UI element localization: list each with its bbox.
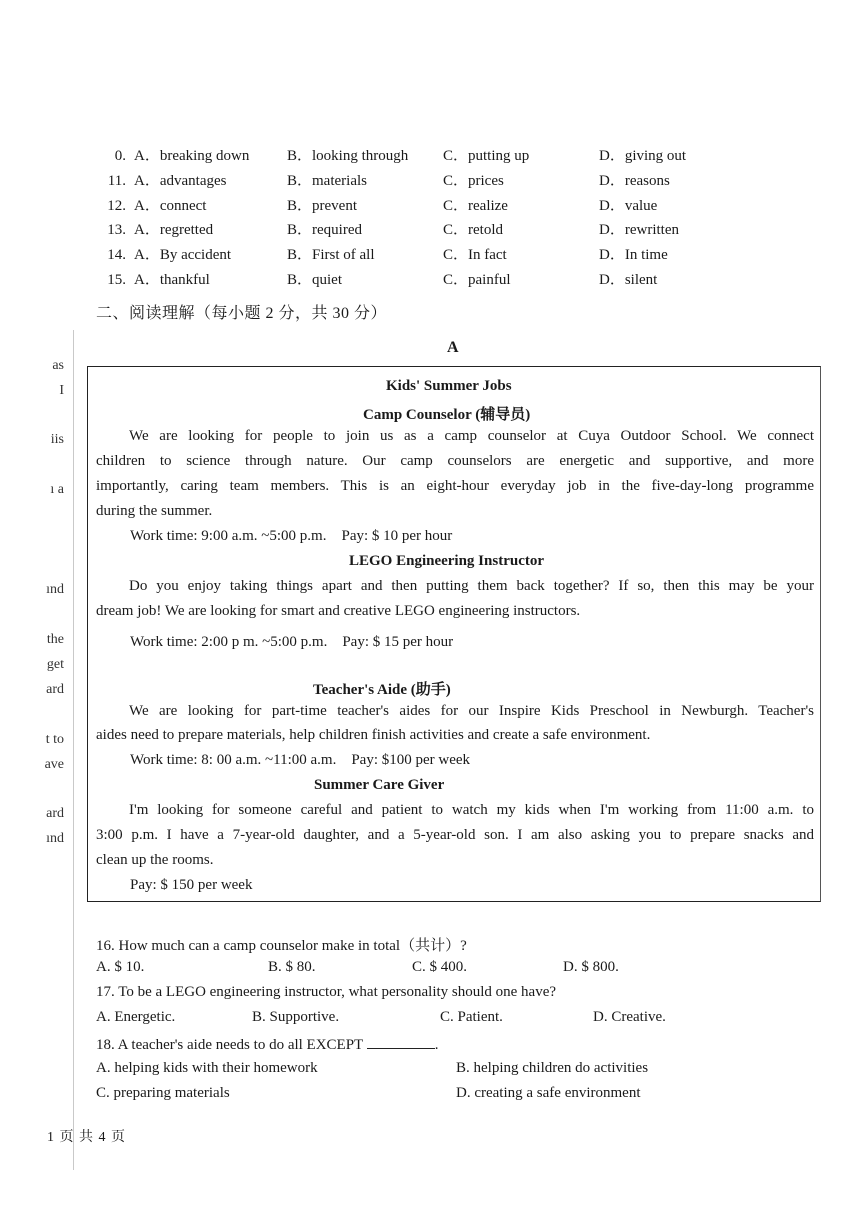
option-a bbox=[96, 194, 206, 215]
q18-option-a: A. helping kids with their homework bbox=[96, 1060, 318, 1076]
q16-option-c: C. $ 400. bbox=[412, 959, 468, 975]
job-info: Work time: 9:00 a.m. ~5:00 p.m. Pay: $ 10 per hour bbox=[130, 528, 453, 544]
q18-option-b: B. helping children do activities bbox=[456, 1060, 649, 1076]
job-title-camp-counselor: Camp Counselor (辅导员) bbox=[363, 407, 531, 423]
option-a-text: A．regretted bbox=[134, 222, 214, 239]
q16-option-d: D. $ 800. bbox=[563, 959, 619, 975]
option-c: C．painful bbox=[443, 271, 511, 288]
option-row bbox=[96, 144, 736, 169]
option-a-text: A．advantages bbox=[134, 172, 227, 189]
option-b: B．required bbox=[287, 222, 362, 239]
question-17-stem: 17. To be a LEGO engineering instructor, what personality should one have? bbox=[96, 984, 557, 1000]
question-16-stem: 16. How much can a camp counselor make in total（共计）? bbox=[96, 938, 467, 954]
job-description-line: We are looking for part-time teacher's aides for our Inspire Kids Preschool in Newburgh. Teacher's bbox=[129, 703, 814, 719]
page-footer: 1 页 共 4 页 bbox=[47, 1130, 126, 1145]
q18-option-c: C. preparing materials bbox=[96, 1085, 230, 1101]
question-18-text: 18. A teacher's aide needs to do all EXCEPT bbox=[96, 1037, 363, 1053]
job-title-teachers-aide: Teacher's Aide (助手) bbox=[313, 682, 451, 698]
option-c: C．retold bbox=[443, 222, 503, 239]
job-description-line: clean up the rooms. bbox=[96, 852, 214, 868]
job-description-line: children to science through nature. Our camp counselors are energetic and supportive, and more bbox=[96, 453, 814, 469]
margin-fragment: get bbox=[46, 657, 64, 672]
option-row bbox=[96, 243, 736, 268]
option-b: B．materials bbox=[287, 172, 367, 189]
option-c: C．prices bbox=[443, 172, 504, 189]
option-d: D．rewritten bbox=[599, 222, 679, 239]
question-number: 12. bbox=[107, 197, 126, 214]
job-description-line: aides need to prepare materials, help children finish activities and create a safe environment. bbox=[96, 727, 651, 743]
option-c: C．realize bbox=[443, 197, 508, 214]
margin-fragment: as bbox=[52, 358, 64, 373]
option-d: D．value bbox=[599, 197, 658, 214]
option-a-text: A．thankful bbox=[134, 271, 210, 288]
option-row bbox=[96, 169, 736, 194]
q17-option-b: B. Supportive. bbox=[252, 1009, 340, 1025]
job-description-line: importantly, caring team members. This is an eight-hour everyday job in the five-day-long programme bbox=[96, 478, 814, 494]
option-row bbox=[96, 268, 736, 293]
q17-option-c: C. Patient. bbox=[440, 1009, 503, 1025]
option-c: C．putting up bbox=[443, 148, 530, 164]
margin-fragment: the bbox=[46, 632, 64, 647]
margin-fragment: t to bbox=[45, 732, 64, 747]
question-18-stem bbox=[96, 1034, 438, 1054]
passage-letter: A bbox=[447, 339, 459, 356]
option-b: B．looking through bbox=[287, 148, 409, 164]
margin-fragment: iis bbox=[50, 432, 64, 447]
passage-title: Kids' Summer Jobs bbox=[386, 378, 512, 394]
job-info: Pay: $ 150 per week bbox=[130, 877, 253, 893]
binding-margin-line bbox=[73, 330, 74, 1170]
option-a bbox=[96, 218, 213, 239]
question-number: 14. bbox=[107, 247, 126, 264]
option-d: D．silent bbox=[599, 271, 658, 288]
option-b: B．prevent bbox=[287, 197, 357, 214]
margin-fragment: I bbox=[59, 383, 64, 398]
job-description-line: Do you enjoy taking things apart and then putting them back together? If so, then this may be your bbox=[129, 578, 814, 594]
option-a-text: A．By accident bbox=[134, 247, 232, 264]
option-b: B．First of all bbox=[287, 247, 375, 264]
margin-fragment: ınd bbox=[46, 831, 64, 846]
job-title-summer-care-giver: Summer Care Giver bbox=[314, 777, 445, 793]
option-d: D．In time bbox=[599, 247, 668, 264]
answer-blank bbox=[367, 1034, 435, 1049]
margin-fragment: ave bbox=[44, 757, 64, 772]
q16-option-b: B. $ 80. bbox=[268, 959, 316, 975]
margin-fragment: ı a bbox=[50, 482, 64, 497]
job-info: Work time: 8: 00 a.m. ~11:00 a.m. Pay: $100 per week bbox=[130, 752, 471, 768]
option-row bbox=[96, 218, 736, 243]
option-a bbox=[96, 169, 226, 190]
q16-option-a: A. $ 10. bbox=[96, 959, 145, 975]
job-description-line: during the summer. bbox=[96, 503, 213, 519]
question-number: 11. bbox=[107, 172, 126, 189]
job-description-line: I'm looking for someone careful and patient to watch my kids when I'm working from 11:00 a.m. to bbox=[129, 802, 814, 818]
question-number: 13. bbox=[107, 222, 126, 239]
q17-option-d: D. Creative. bbox=[593, 1009, 666, 1025]
job-info: Work time: 2:00 p m. ~5:00 p.m. Pay: $ 15 per hour bbox=[130, 634, 454, 650]
question-number: 0. bbox=[114, 148, 126, 164]
margin-fragment: ınd bbox=[46, 582, 64, 597]
job-description-line: dream job! We are looking for smart and creative LEGO engineering instructors. bbox=[96, 603, 581, 619]
option-d: D．reasons bbox=[599, 172, 670, 189]
question-18-end: . bbox=[434, 1037, 439, 1053]
option-a bbox=[96, 243, 231, 264]
q18-option-d: D. creating a safe environment bbox=[456, 1085, 641, 1101]
cloze-options bbox=[96, 144, 736, 293]
option-row bbox=[96, 194, 736, 219]
section-heading: 二、阅读理解（每小题 2 分，共 30 分） bbox=[96, 305, 388, 322]
job-description-line: 3:00 p.m. I have a 7-year-old daughter, and a 5-year-old son. I am also asking you to prepare snacks and bbox=[96, 827, 814, 843]
option-a-text: A．breaking down bbox=[134, 148, 250, 164]
option-d: D．giving out bbox=[599, 148, 687, 164]
job-title-lego-instructor: LEGO Engineering Instructor bbox=[349, 553, 545, 569]
margin-fragment: ard bbox=[46, 682, 64, 697]
margin-fragment: ard bbox=[46, 806, 64, 821]
option-a-text: A．connect bbox=[134, 197, 207, 214]
q17-option-a: A. Energetic. bbox=[96, 1009, 176, 1025]
job-description-line: We are looking for people to join us as a camp counselor at Cuya Outdoor School. We connect bbox=[129, 428, 814, 444]
option-a bbox=[96, 268, 210, 289]
option-c: C．In fact bbox=[443, 247, 507, 264]
option-b: B．quiet bbox=[287, 271, 342, 288]
question-number: 15. bbox=[107, 271, 126, 288]
option-a bbox=[96, 144, 249, 165]
